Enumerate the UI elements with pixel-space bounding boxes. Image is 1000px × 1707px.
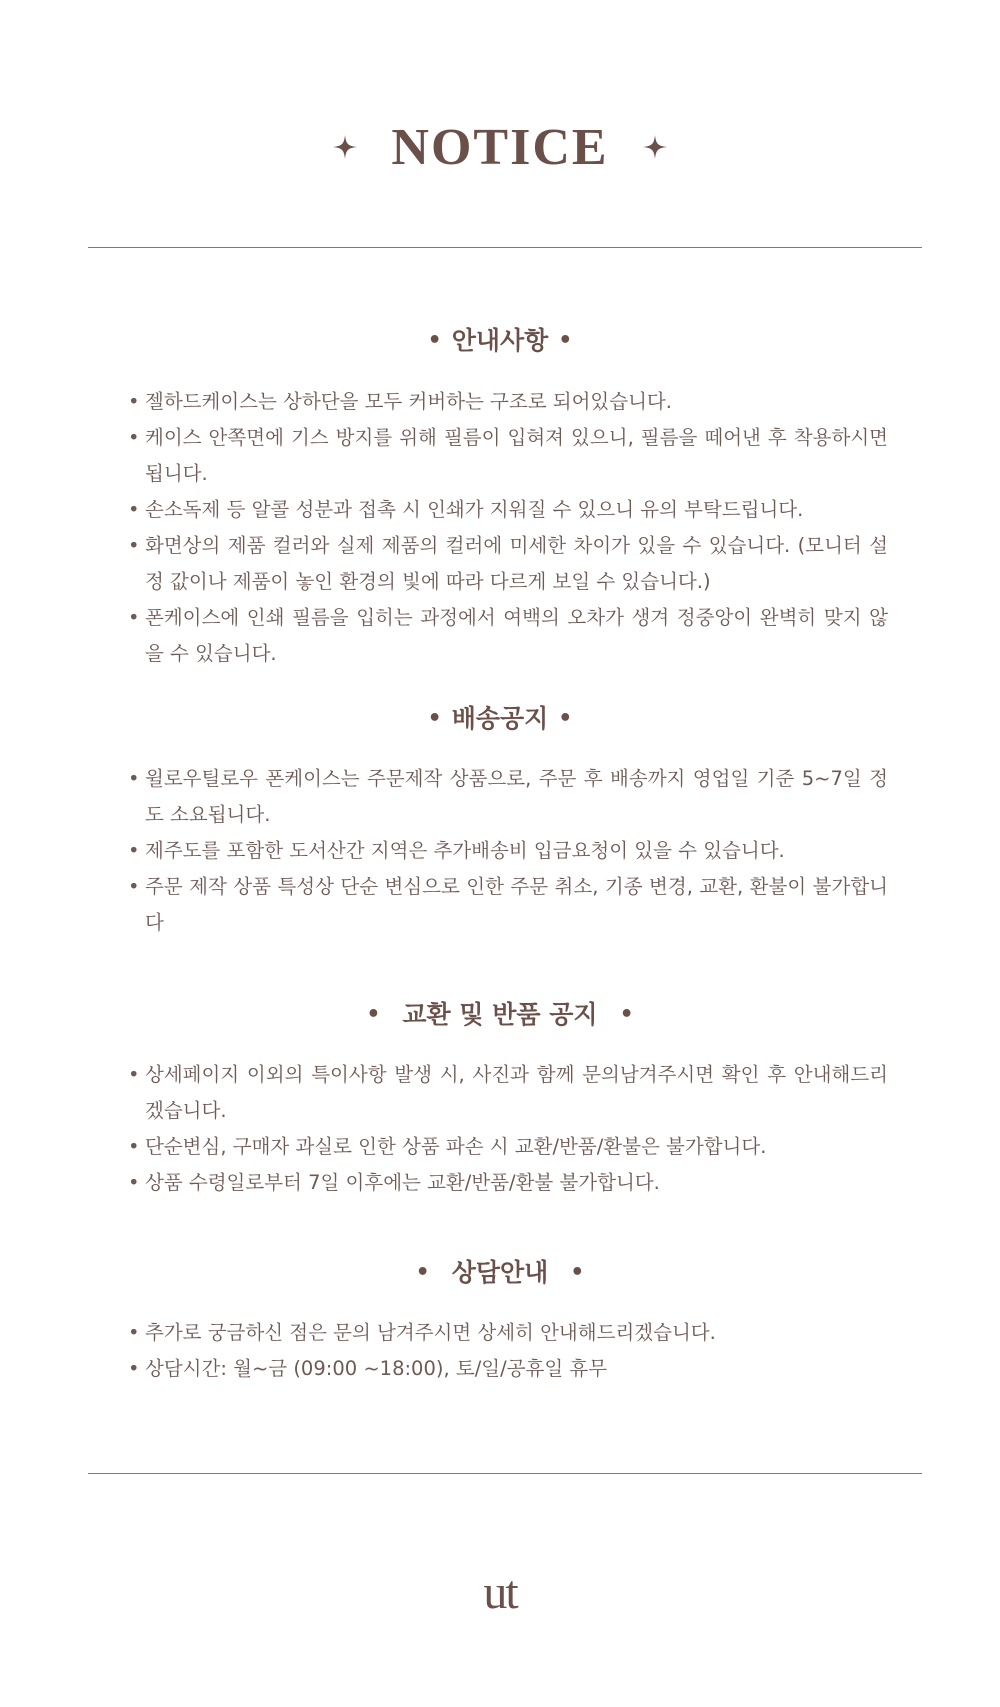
section-title: • 배송공지 • xyxy=(0,702,1000,736)
bottom-divider xyxy=(88,1473,922,1474)
section-title: • 상담안내 • xyxy=(0,1256,1000,1290)
list-item: • 단순변심, 구매자 과실로 인한 상품 파손 시 교환/반품/환불은 불가합니다. xyxy=(128,1129,888,1165)
section-guide xyxy=(0,324,1000,665)
bullet-icon: • xyxy=(427,706,442,731)
list-item: • 케이스 안쪽면에 기스 방지를 위해 필름이 입혀져 있으니, 필름을 떼어낸 후 착용하시면 됩니다. xyxy=(128,420,888,492)
section-exchange-return xyxy=(0,998,1000,1194)
section-title: • 안내사항 • xyxy=(0,324,1000,358)
page-title: NOTICE xyxy=(391,118,609,176)
bullet-icon: • xyxy=(558,706,573,731)
section-shipping xyxy=(0,702,1000,934)
notice-header xyxy=(0,112,1000,182)
list-item: • 주문 제작 상품 특성상 단순 변심으로 인한 주문 취소, 기종 변경, 교환, 환불이 불가합니다 xyxy=(128,869,888,941)
list-item: • 폰케이스에 인쇄 필름을 입히는 과정에서 여백의 오차가 생겨 정중앙이 완벽히 맞지 않을 수 있습니다. xyxy=(128,600,888,672)
list-item: • 손소독제 등 알콜 성분과 접촉 시 인쇄가 지워질 수 있으니 유의 부탁드립니다. xyxy=(128,492,888,528)
list-item: • 제주도를 포함한 도서산간 지역은 추가배송비 입금요청이 있을 수 있습니다. xyxy=(128,833,888,869)
list-item: • 상품 수령일로부터 7일 이후에는 교환/반품/환불 불가합니다. xyxy=(128,1165,888,1201)
list-item: • 화면상의 제품 컬러와 실제 제품의 컬러에 미세한 차이가 있을 수 있습니다. (모니터 설정 값이나 제품이 놓인 환경의 빛에 따라 다르게 보일 수 있습니다.) xyxy=(128,528,888,600)
bullet-icon: • xyxy=(570,1260,585,1285)
bullet-icon: • xyxy=(415,1260,430,1285)
brand-logo: ut xyxy=(483,1566,517,1619)
guide-list xyxy=(128,384,888,672)
bullet-icon: • xyxy=(558,328,573,353)
bullet-icon: • xyxy=(366,1002,381,1027)
exchange-list xyxy=(128,1057,888,1201)
section-consultation xyxy=(0,1256,1000,1380)
list-item: • 상담시간: 월~금 (09:00 ~18:00), 토/일/공휴일 휴무 xyxy=(128,1351,888,1387)
top-divider xyxy=(88,247,922,248)
list-item: • 추가로 궁금하신 점은 문의 남겨주시면 상세히 안내해드리겠습니다. xyxy=(128,1315,888,1351)
sparkle-icon xyxy=(643,135,667,159)
bullet-icon: • xyxy=(619,1002,634,1027)
list-item: • 상세페이지 이외의 특이사항 발생 시, 사진과 함께 문의남겨주시면 확인 후 안내해드리겠습니다. xyxy=(128,1057,888,1129)
sparkle-icon xyxy=(333,135,357,159)
bullet-icon: • xyxy=(427,328,442,353)
consultation-list xyxy=(128,1315,888,1387)
section-title: • 교환 및 반품 공지 • xyxy=(0,998,1000,1032)
list-item: • 젤하드케이스는 상하단을 모두 커버하는 구조로 되어있습니다. xyxy=(128,384,888,420)
shipping-list xyxy=(128,761,888,941)
list-item: • 윌로우틸로우 폰케이스는 주문제작 상품으로, 주문 후 배송까지 영업일 기준 5~7일 정도 소요됩니다. xyxy=(128,761,888,833)
